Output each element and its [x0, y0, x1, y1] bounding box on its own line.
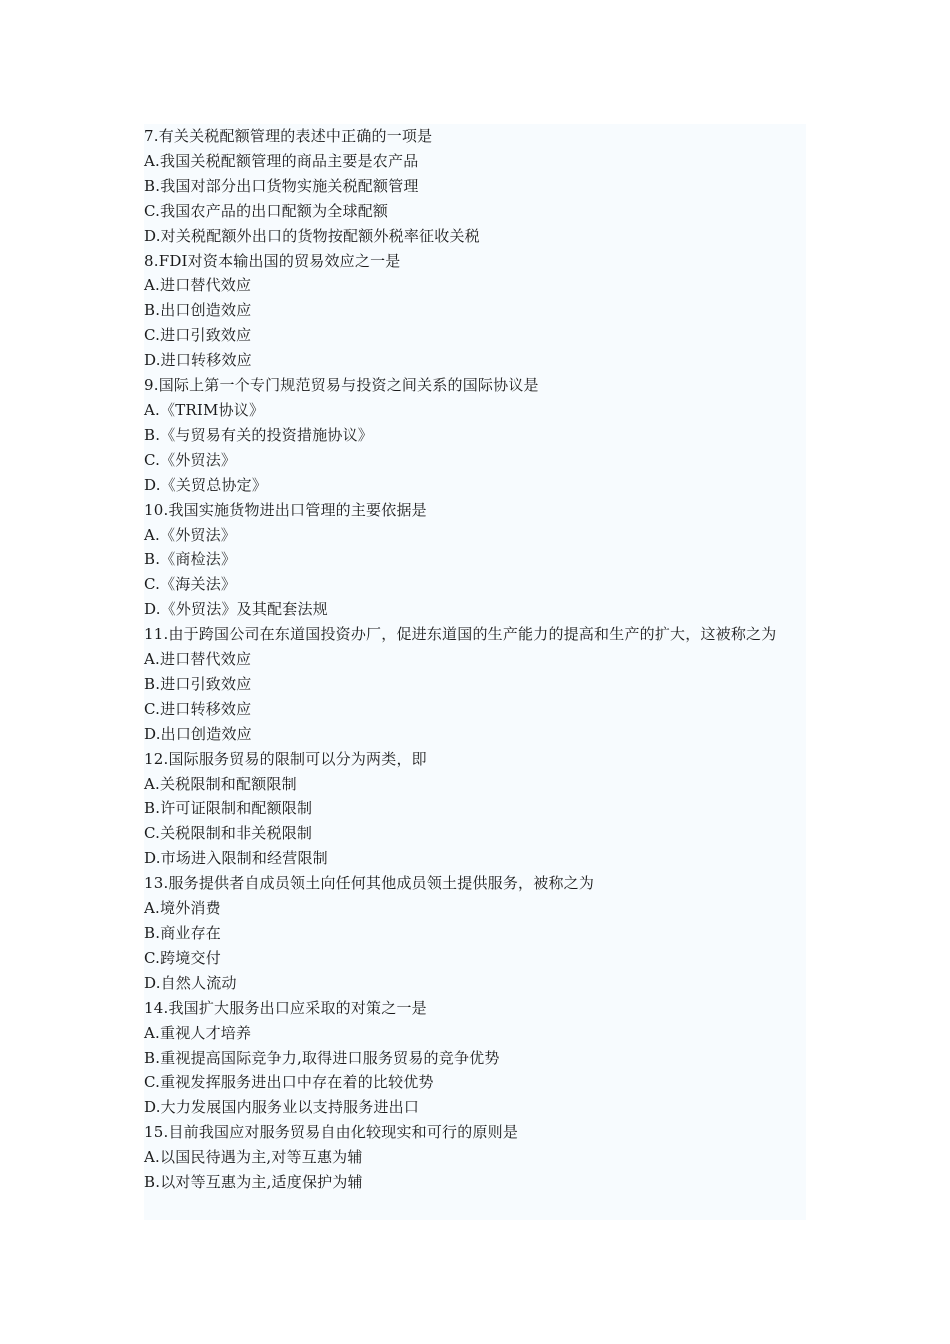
- question-11-stem: 11.由于跨国公司在东道国投资办厂，促进东道国的生产能力的提高和生产的扩大，这被称之为: [144, 625, 777, 644]
- question-10-stem: 10.我国实施货物进出口管理的主要依据是: [144, 500, 427, 519]
- question-11-option-c: C.进口转移效应: [144, 699, 252, 718]
- question-14-stem: 14.我国扩大服务出口应采取的对策之一是: [144, 998, 427, 1017]
- question-8-option-c: C.进口引致效应: [144, 326, 252, 345]
- question-15-stem: 15.目前我国应对服务贸易自由化较现实和可行的原则是: [144, 1123, 519, 1142]
- question-11-option-a: A.进口替代效应: [144, 650, 252, 669]
- question-7-option-d: D.对关税配额外出口的货物按配额外税率征收关税: [144, 226, 480, 245]
- question-12-option-c: C.关税限制和非关税限制: [144, 824, 313, 843]
- question-13-option-d: D.自然人流动: [144, 973, 237, 992]
- question-9-stem: 9.国际上第一个专门规范贸易与投资之间关系的国际协议是: [144, 376, 539, 395]
- question-13-option-c: C.跨境交付: [144, 948, 221, 967]
- question-8-option-a: A.进口替代效应: [144, 276, 252, 295]
- question-list: [144, 124, 806, 1220]
- question-8-option-b: B.出口创造效应: [144, 301, 252, 320]
- question-14-option-c: C.重视发挥服务进出口中存在着的比较优势: [144, 1073, 434, 1092]
- question-12-option-b: B.许可证限制和配额限制: [144, 799, 313, 818]
- question-15-option-b: B.以对等互惠为主,适度保护为辅: [144, 1173, 363, 1192]
- question-10-option-b: B.《商检法》: [144, 550, 237, 569]
- question-10-option-c: C.《海关法》: [144, 575, 237, 594]
- question-15-option-a: A.以国民待遇为主,对等互惠为辅: [144, 1148, 363, 1167]
- question-9-option-c: C.《外贸法》: [144, 450, 237, 469]
- question-10-option-d: D.《外贸法》及其配套法规: [144, 600, 328, 619]
- question-14-option-d: D.大力发展国内服务业以支持服务进出口: [144, 1098, 420, 1117]
- question-7-stem: 7.有关关税配额管理的表述中正确的一项是: [144, 127, 433, 145]
- question-8-stem: 8.FDI对资本输出国的贸易效应之一是: [144, 251, 401, 270]
- question-11-option-d: D.出口创造效应: [144, 724, 252, 743]
- question-12-option-a: A.关税限制和配额限制: [144, 774, 297, 793]
- question-9-option-d: D.《关贸总协定》: [144, 475, 268, 494]
- question-14-option-a: A.重视人才培养: [144, 1023, 252, 1042]
- question-12-option-d: D.市场进入限制和经营限制: [144, 849, 328, 868]
- question-13-option-b: B.商业存在: [144, 924, 221, 942]
- question-7-option-b: B.我国对部分出口货物实施关税配额管理: [144, 176, 419, 195]
- question-13-stem: 13.服务提供者自成员领土向任何其他成员领土提供服务，被称之为: [144, 874, 595, 893]
- question-8-option-d: D.进口转移效应: [144, 351, 252, 370]
- question-10-option-a: A.《外贸法》: [144, 525, 237, 544]
- question-13-option-a: A.境外消费: [144, 899, 221, 918]
- question-12-stem: 12.国际服务贸易的限制可以分为两类，即: [144, 749, 427, 768]
- question-9-option-a: A.《TRIM协议》: [144, 400, 265, 419]
- question-14-option-b: B.重视提高国际竞争力,取得进口服务贸易的竞争优势: [144, 1048, 500, 1067]
- question-9-option-b: B.《与贸易有关的投资措施协议》: [144, 425, 373, 444]
- question-7-option-c: C.我国农产品的出口配额为全球配额: [144, 201, 389, 220]
- question-11-option-b: B.进口引致效应: [144, 674, 252, 693]
- question-7-option-a: A.我国关税配额管理的商品主要是农产品: [144, 151, 419, 170]
